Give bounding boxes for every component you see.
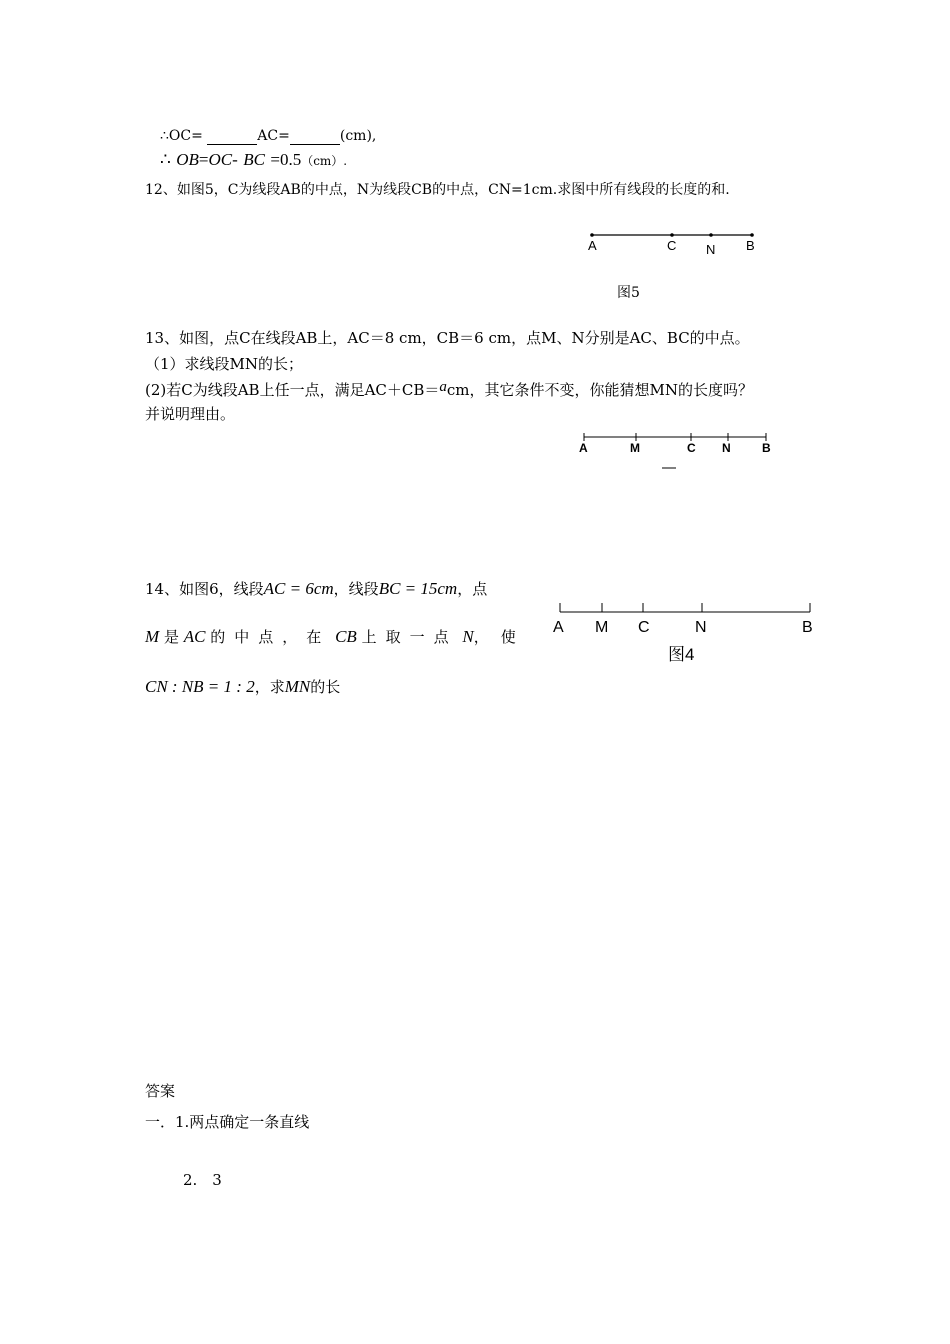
- ac-label: AC=: [257, 128, 290, 144]
- question-13-intro: 13、如图，点C在线段AB上，AC＝8 cm，CB＝6 cm，点M、N分别是AC、BC的中点。: [145, 329, 750, 347]
- question-14-text: ，求: [254, 678, 285, 696]
- figure-5: [580, 226, 770, 266]
- question-14-text: ，使: [473, 628, 528, 646]
- math-mn: MN: [284, 677, 311, 696]
- question-13-part2-a: (2)若C为线段AB上任一点，满足AC＋CB＝: [145, 381, 440, 399]
- question-14-line1: [145, 578, 487, 599]
- answer-line-oc-ac: [160, 128, 376, 145]
- question-13-part2-b: cm，其它条件不变，你能猜想MN的长度吗？: [446, 381, 754, 399]
- answer-line-ob: [160, 150, 347, 170]
- figure-5-label-b: B: [746, 238, 755, 253]
- math-minus: -: [232, 150, 238, 169]
- question-14-text: 的长: [310, 678, 341, 696]
- math-eq: =: [198, 150, 209, 169]
- answer-item-2: 2. 3: [183, 1171, 222, 1189]
- oc-label: OC=: [168, 128, 203, 144]
- math-ac: AC: [183, 627, 206, 646]
- question-14-text: ，点: [457, 580, 488, 598]
- question-14-line3: [145, 676, 340, 697]
- question-14-text: 14、如图6，线段: [145, 580, 264, 598]
- blank-ac: [290, 128, 340, 145]
- blank-oc: [207, 128, 257, 145]
- question-12-text: 12、如图5，C为线段AB的中点，N为线段CB的中点，CN=1cm.求图中所有线段的长度的和.: [145, 182, 730, 198]
- question-13-part1: （1）求线段MN的长；: [145, 355, 304, 373]
- figure-13-label-b: B: [762, 441, 771, 455]
- question-14-text: 是: [163, 628, 179, 646]
- question-13-part2: [145, 379, 753, 400]
- math-eq: =: [270, 150, 280, 169]
- question-13-part2-c: 并说明理由。: [145, 405, 236, 423]
- figure-13-label-a: A: [579, 441, 588, 455]
- answer-item-1: 一．1.两点确定一条直线: [145, 1113, 310, 1131]
- math-m: M: [145, 627, 160, 646]
- figure-4-label-n: N: [695, 619, 707, 636]
- math-a: a: [439, 379, 447, 395]
- figure-4-label-c: C: [638, 619, 650, 636]
- math-ratio: CN : NB = 1 : 2: [145, 677, 255, 696]
- question-14-text: 上取一点: [361, 628, 458, 646]
- answers-heading: 答案: [145, 1082, 176, 1100]
- unit-cm: (cm),: [339, 128, 377, 144]
- math-value: 0.5: [279, 150, 302, 169]
- figure-13: [578, 428, 778, 478]
- therefore-symbol: ∴: [160, 128, 169, 144]
- math-cb: CB: [335, 627, 357, 646]
- figure-4-caption: 图4: [668, 645, 695, 664]
- math-ac-6cm: AC = 6cm: [263, 579, 334, 598]
- unit-cm: （cm）.: [301, 154, 348, 168]
- figure-5-caption: 图5: [617, 285, 640, 301]
- figure-13-label-c: C: [687, 441, 696, 455]
- figure-13-label-n: N: [722, 441, 731, 455]
- figure-4-label-m: M: [595, 619, 609, 636]
- math-bc-15cm: BC = 15cm: [378, 579, 458, 598]
- figure-5-label-n: N: [706, 242, 716, 257]
- therefore-symbol: ∴: [160, 150, 171, 170]
- math-n: N: [462, 627, 474, 646]
- math-oc: OC: [208, 150, 233, 169]
- question-14-line2: [145, 626, 528, 647]
- math-ob: OB: [176, 150, 199, 169]
- figure-4: [552, 595, 822, 665]
- figure-5-label-a: A: [588, 238, 597, 253]
- question-14-text: 的中点，在: [210, 628, 331, 646]
- figure-4-label-a: A: [553, 619, 564, 636]
- figure-4-label-b: B: [802, 619, 813, 636]
- figure-5-label-c: C: [667, 238, 677, 253]
- figure-13-label-m: M: [630, 441, 640, 455]
- math-bc: BC: [243, 150, 265, 169]
- figure-13-line: [578, 428, 778, 478]
- question-14-text: ，线段: [333, 580, 379, 598]
